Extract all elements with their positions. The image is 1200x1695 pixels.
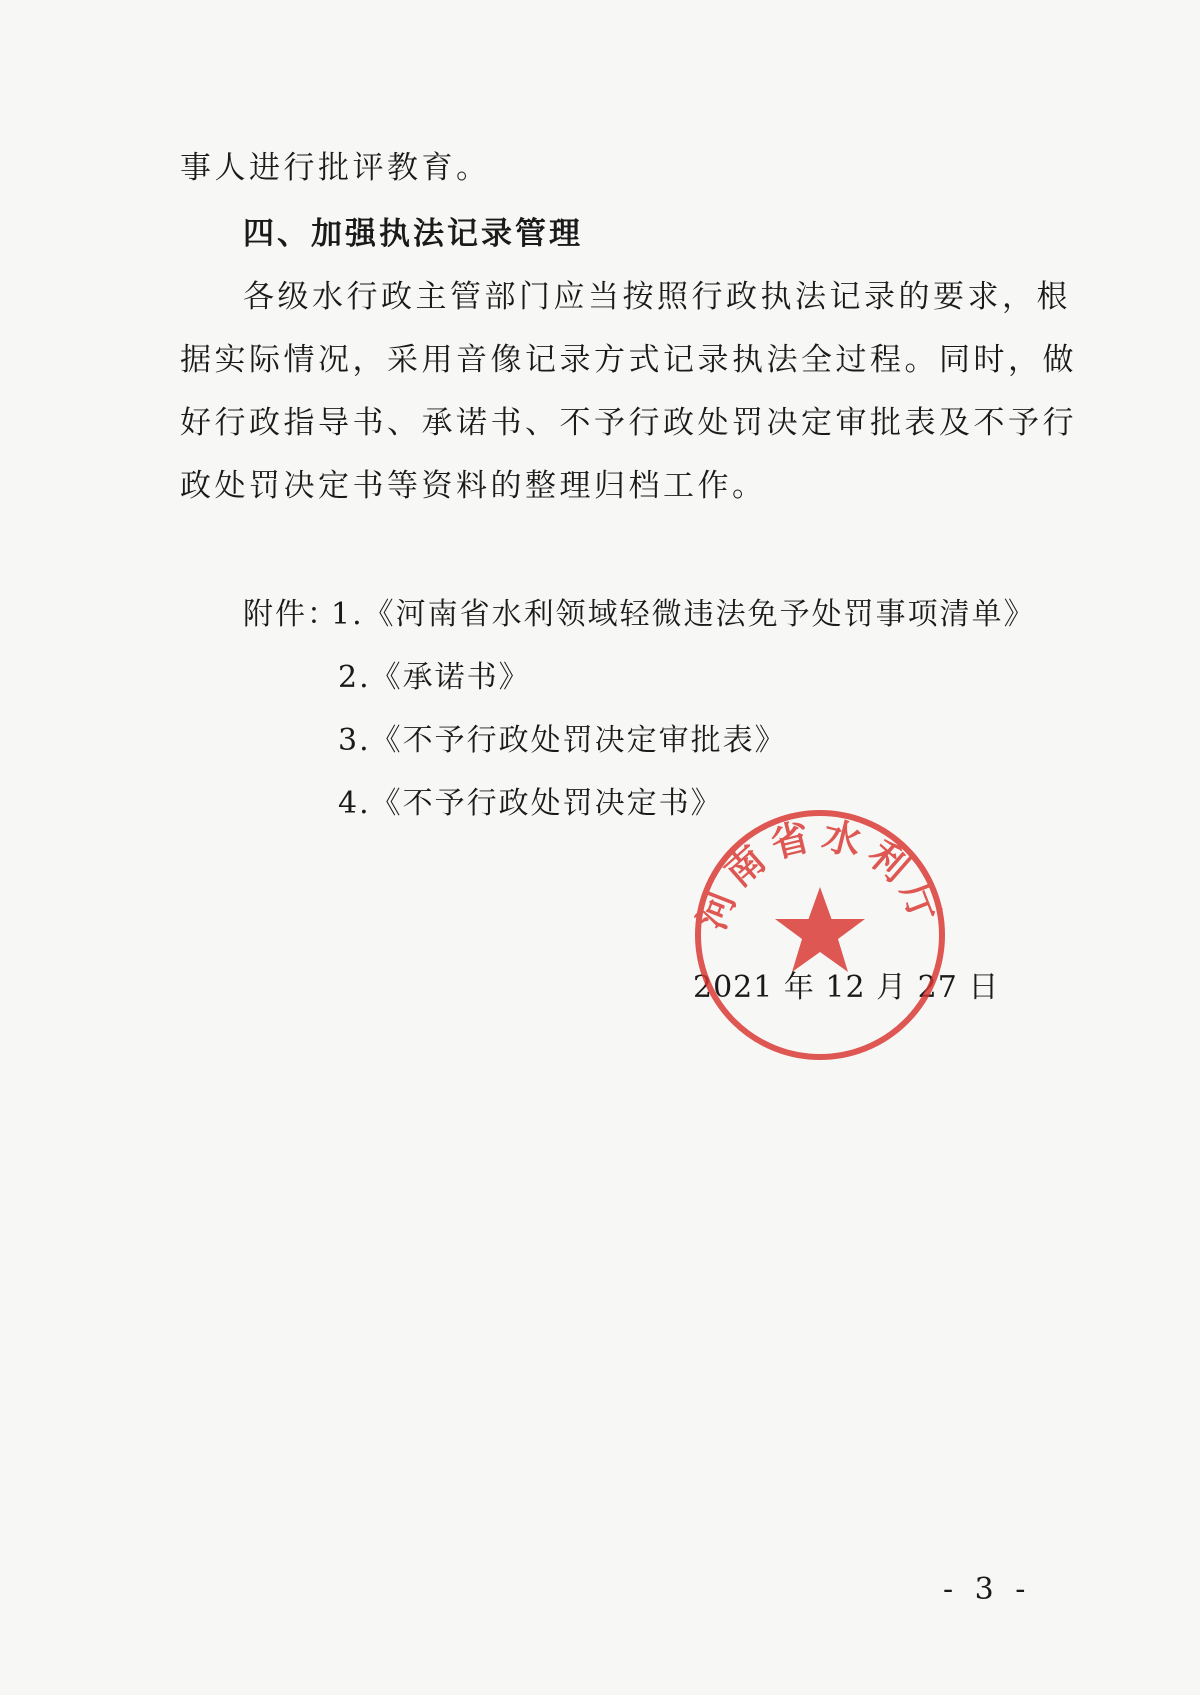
paragraph-line: 好行政指导书、承诺书、不予行政处罚决定审批表及不予行 xyxy=(180,405,1077,441)
issue-date: 2021 年 12 月 27 日 xyxy=(693,970,1000,1005)
attachment-item: 4.《不予行政处罚决定书》 xyxy=(338,786,723,821)
page-number: - 3 - xyxy=(943,1572,1032,1607)
paragraph-line: 各级水行政主管部门应当按照行政执法记录的要求，根 xyxy=(243,279,1071,315)
attachments-label: 附件： xyxy=(243,597,339,632)
paragraph-line: 据实际情况，采用音像记录方式记录执法全过程。同时，做 xyxy=(180,342,1077,378)
attachment-item: 3.《不予行政处罚决定审批表》 xyxy=(338,723,787,758)
body-text-line: 事人进行批评教育。 xyxy=(180,150,491,186)
official-seal-icon xyxy=(690,805,950,1065)
attachment-item: 1.《河南省水利领域轻微违法免予处罚事项清单》 xyxy=(331,597,1036,632)
seal-text: 河南省水利厅 xyxy=(690,812,950,936)
section-heading: 四、加强执法记录管理 xyxy=(243,216,583,252)
paragraph-line: 政处罚决定书等资料的整理归档工作。 xyxy=(180,468,767,504)
attachment-item: 2.《承诺书》 xyxy=(338,660,531,695)
